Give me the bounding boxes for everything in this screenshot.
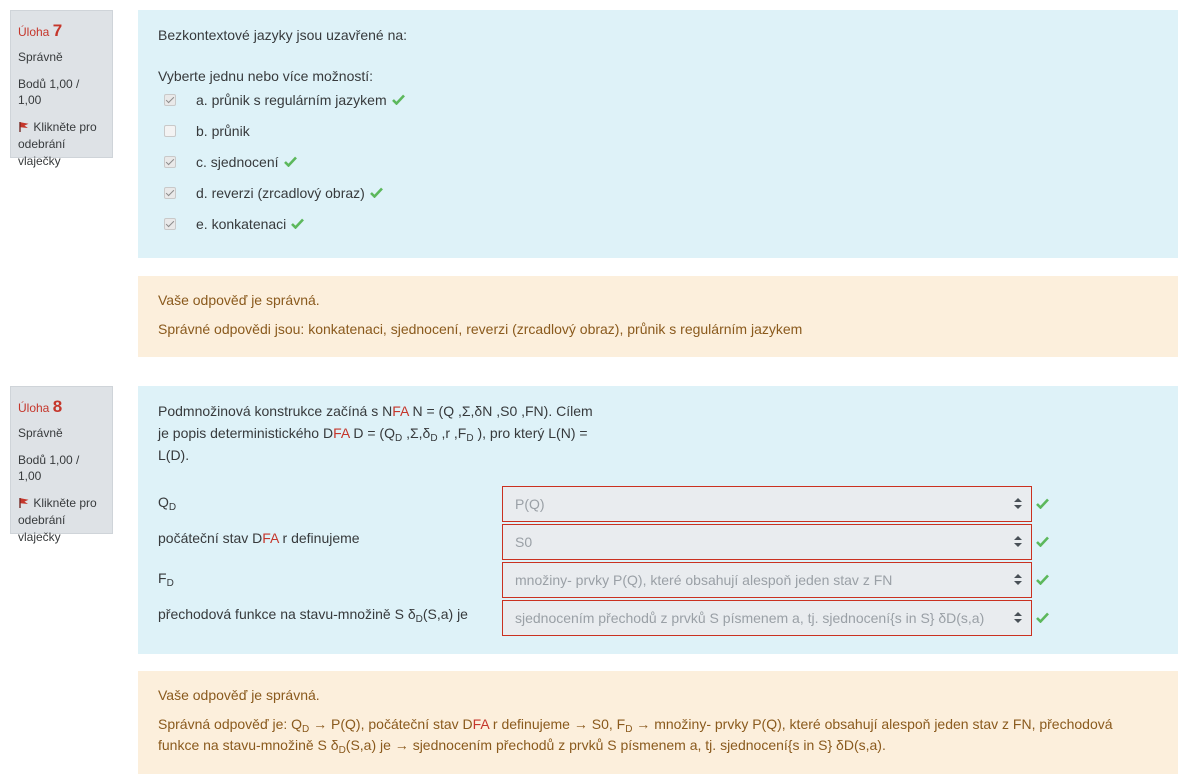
checkbox-unchecked[interactable] [164,125,176,137]
question-info-8 [10,386,113,544]
question-state: Správně [18,49,63,64]
right-answer: Správná odpověď je: $Q_D \to P(Q)$, počáteční stav DFA r definujeme → S0, $F_D$ → množiny- prvky P(Q), které obsahují alespoň jeden stav z FN, přechodová funkce na stavu-množině S $\delta_D(S,a)$ je → sjednocením přechodů z prvků S písmenem a, tj. sjednocení{s in S} δD(s,a). [158,715,1113,757]
correct-check-icon [1036,496,1049,512]
flag-icon [18,121,30,133]
correct-check-icon [1036,572,1049,588]
answer-option-c[interactable]: c. sjednocení [158,146,1158,177]
match-label: přechodová funkce na stavu-množině S $\delta_D(S,a)$ je [158,606,468,625]
correct-check-icon [370,185,383,201]
answer-select-transition[interactable]: sjednocením přechodů z prvků S písmenem a, tj. sjednocení{s in S} δD(s,a) [502,600,1032,636]
correct-check-icon [1036,534,1049,550]
question-text: Bezkontextové jazyky jsou uzavřené na: [158,27,408,43]
answer-select-qd[interactable]: P(Q) [502,486,1032,522]
match-label: $F_D$ [158,570,174,589]
checkbox-checked[interactable] [164,156,176,168]
question-grade: Bodů 1,00 / 1,00 [18,76,80,108]
feedback-7 [138,276,1178,357]
question-grade: Bodů 1,00 / 1,00 [18,452,80,484]
question-formulation-7 [138,10,1178,258]
question-state: Správně [18,425,63,440]
match-row-start-state [158,524,1178,560]
select-arrows-icon [1014,497,1022,513]
correct-check-icon [284,154,297,170]
match-label: $Q_D$ [158,494,177,513]
feedback-status: Vaše odpověď je správná. [158,292,320,308]
answer-option-e[interactable]: e. konkatenaci [158,208,1158,239]
question-info-7 [10,10,113,168]
answer-option-a[interactable]: a. průnik s regulárním jazykem [158,84,1158,115]
correct-check-icon [1036,610,1049,626]
right-answer: Správné odpovědi jsou: konkatenaci, sjednocení, reverzi (zrcadlový obraz), průnik s regulárním jazykem [158,320,803,337]
question-formulation-8 [138,386,1178,654]
answer-select-fd[interactable]: množiny- prvky P(Q), které obsahují alespoň jeden stav z FN [502,562,1032,598]
match-row-qd [158,486,1178,522]
match-row-fd [158,562,1178,598]
answer-option-d[interactable]: d. reverzi (zrcadlový obraz) [158,177,1158,208]
question-text: Podmnožinová konstrukce začíná s NFA N = (Q ,Σ,δN ,S0 ,FN). Cílem je popis deterministického DFA $D = (Q_D$ $,\Sigma,\delta_D$ ,r $,F_D$ ), pro který L(N) = L(D). [158,403,593,463]
checkbox-checked[interactable] [164,218,176,230]
checkbox-checked[interactable] [164,187,176,199]
answer-prompt: Vyberte jednu nebo více možností: [158,68,374,84]
select-arrows-icon [1014,573,1022,589]
select-arrows-icon [1014,535,1022,551]
checkbox-checked[interactable] [164,94,176,106]
question-number: Úloha 7 [18,21,63,40]
correct-check-icon [291,216,304,232]
question-number: Úloha 8 [18,397,63,416]
feedback-8 [138,671,1178,774]
answer-select-start-state[interactable]: S0 [502,524,1032,560]
flag-toggle[interactable]: Klikněte pro odebrání vlaječky [18,496,97,544]
match-label: počáteční stav DFA r definujeme [158,530,360,546]
answer-option-b[interactable]: b. průnik [158,115,1158,146]
answer-options [158,84,1158,239]
select-arrows-icon [1014,611,1022,627]
flag-icon [18,497,30,509]
correct-check-icon [392,92,405,108]
flag-toggle[interactable]: Klikněte pro odebrání vlaječky [18,120,97,168]
feedback-status: Vaše odpověď je správná. [158,687,320,703]
match-row-transition [158,600,1178,636]
